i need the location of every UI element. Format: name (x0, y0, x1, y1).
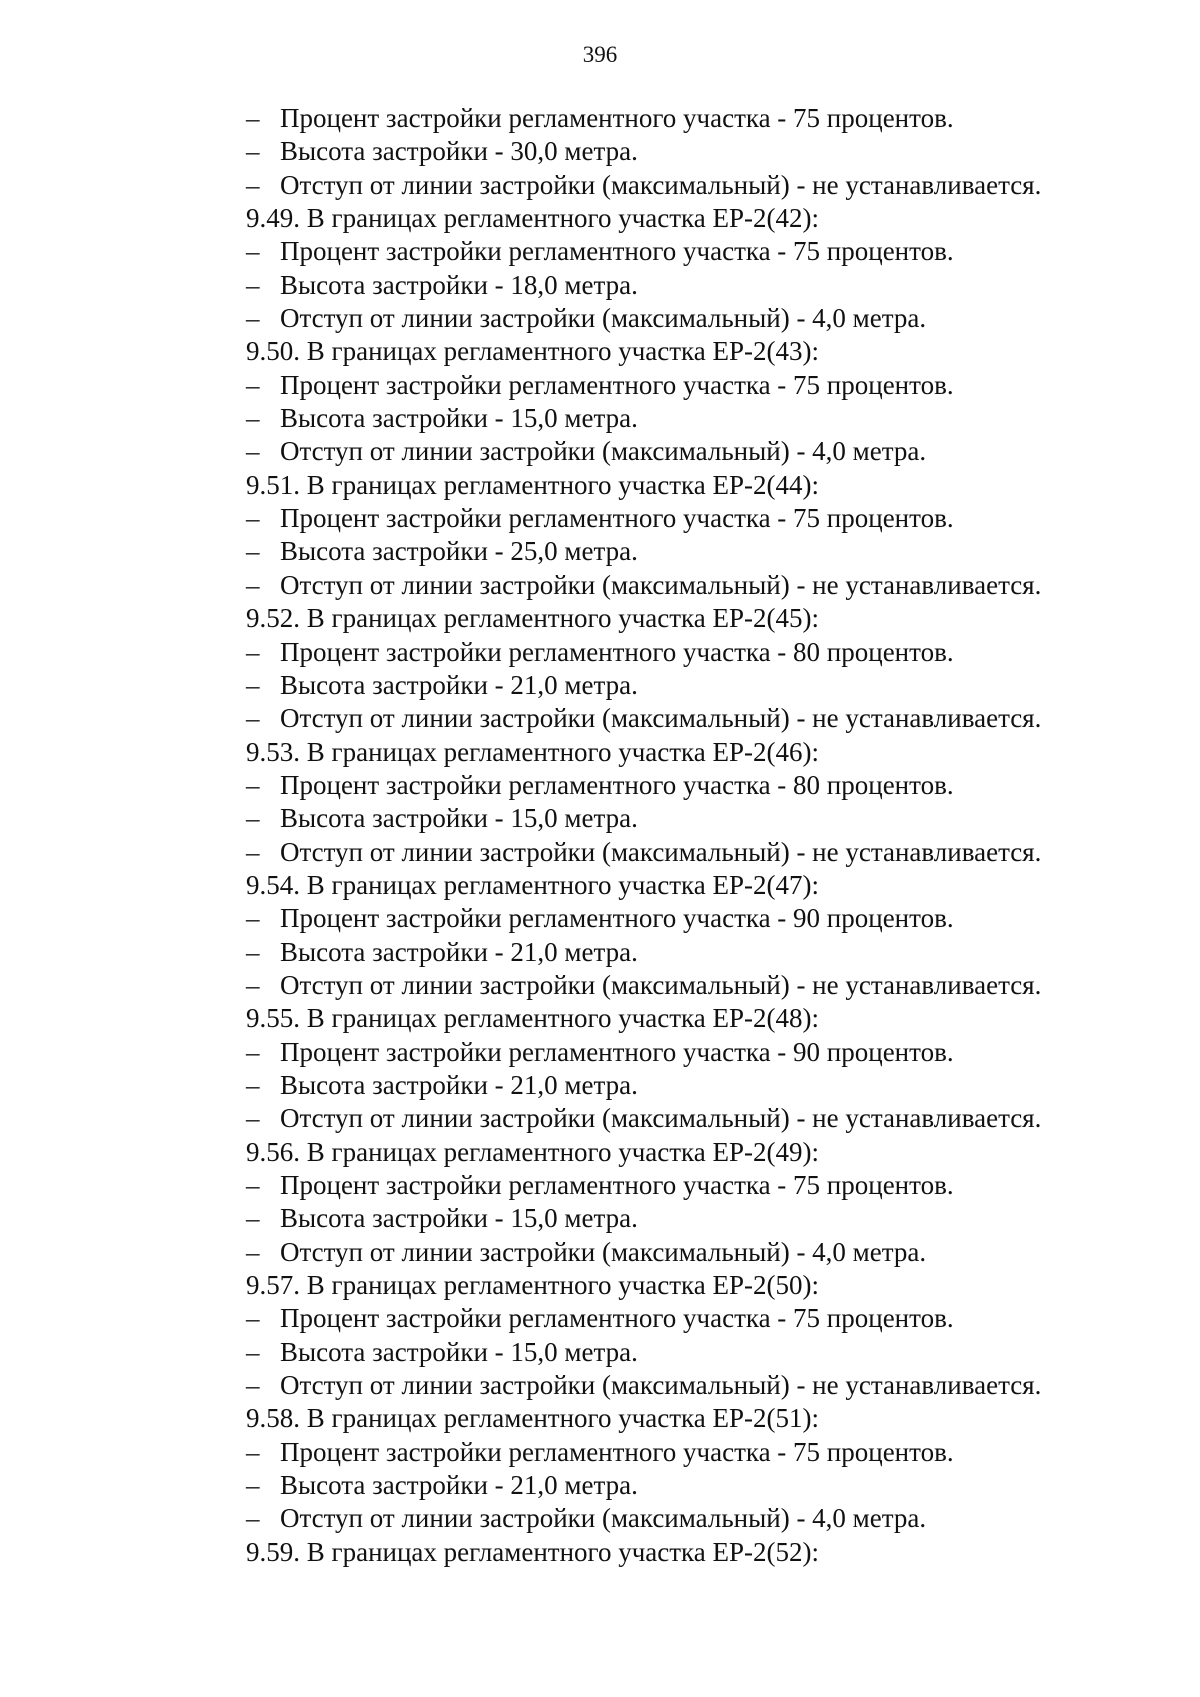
list-dash-marker: – (246, 569, 260, 600)
list-dash-marker: – (246, 636, 260, 667)
list-item-text: Отступ от линии застройки (максимальный) - 4,0 метра. (280, 436, 927, 467)
list-item (246, 1302, 1146, 1335)
list-item (246, 369, 1146, 402)
list-dash-marker: – (246, 1336, 260, 1367)
page-number: 396 (582, 42, 618, 67)
list-item (246, 902, 1146, 935)
list-item (246, 302, 1146, 335)
list-dash-marker: – (246, 1170, 260, 1200)
list-item-text: Процент застройки регламентного участка - 75 процентов. (280, 503, 954, 534)
section-heading (246, 869, 1146, 902)
list-dash-marker: – (246, 836, 260, 867)
list-item (246, 169, 1146, 202)
list-item (246, 535, 1146, 568)
list-item-text: Процент застройки регламентного участка - 90 процентов. (280, 1036, 954, 1067)
list-item (246, 502, 1146, 535)
section-heading (246, 736, 1146, 769)
list-item (246, 435, 1146, 468)
list-item-text: Процент застройки регламентного участка - 75 процентов. (280, 1436, 954, 1467)
list-item-text: Процент застройки регламентного участка - 75 процентов. (280, 1170, 954, 1200)
list-item-text: Процент застройки регламентного участка - 80 процентов. (280, 769, 954, 800)
list-dash-marker: – (246, 1236, 260, 1267)
list-item-text: Отступ от линии застройки (максимальный) - не устанавливается. (280, 1370, 1042, 1401)
section-heading-text: 9.56. В границах регламентного участка ЕР-2(49): (246, 1136, 819, 1167)
list-item-text: Высота застройки - 15,0 метра. (280, 1336, 638, 1367)
list-item (246, 1502, 1146, 1535)
section-heading-text: 9.58. В границах регламентного участка ЕР-2(51): (246, 1403, 819, 1434)
list-dash-marker: – (246, 536, 260, 567)
list-dash-marker: – (246, 436, 260, 467)
list-item-text: Процент застройки регламентного участка - 75 процентов. (280, 1303, 954, 1334)
list-dash-marker: – (246, 803, 260, 834)
list-item (246, 1036, 1146, 1069)
list-item (246, 1369, 1146, 1402)
section-heading (246, 1269, 1146, 1302)
list-item-text: Отступ от линии застройки (максимальный) - 4,0 метра. (280, 1236, 927, 1267)
list-dash-marker: – (246, 669, 260, 700)
section-heading (246, 335, 1146, 368)
section-heading-text: 9.54. В границах регламентного участка ЕР-2(47): (246, 869, 819, 900)
list-item (246, 1169, 1146, 1202)
section-heading-text: 9.57. В границах регламентного участка ЕР-2(50): (246, 1270, 819, 1301)
list-dash-marker: – (246, 1203, 260, 1234)
list-item (246, 769, 1146, 802)
list-dash-marker: – (246, 936, 260, 967)
list-dash-marker: – (246, 136, 260, 167)
list-dash-marker: – (246, 303, 260, 334)
list-item (246, 1436, 1146, 1469)
list-item-text: Процент застройки регламентного участка - 75 процентов. (280, 236, 954, 267)
list-dash-marker: – (246, 1370, 260, 1401)
list-item-text: Отступ от линии застройки (максимальный) - не устанавливается. (280, 703, 1042, 734)
section-heading (246, 1136, 1146, 1169)
list-dash-marker: – (246, 1470, 260, 1501)
list-item-text: Высота застройки - 15,0 метра. (280, 1203, 638, 1234)
list-item-text: Высота застройки - 18,0 метра. (280, 269, 638, 300)
list-dash-marker: – (246, 169, 260, 200)
list-item (246, 669, 1146, 702)
section-heading-text: 9.53. В границах регламентного участка ЕР-2(46): (246, 736, 819, 767)
section-heading-text: 9.49. В границах регламентного участка ЕР-2(42): (246, 203, 819, 234)
list-item-text: Высота застройки - 15,0 метра. (280, 403, 638, 434)
list-dash-marker: – (246, 769, 260, 800)
list-dash-marker: – (246, 1303, 260, 1334)
section-heading-text: 9.55. В границах регламентного участка ЕР-2(48): (246, 1003, 819, 1034)
list-item-text: Высота застройки - 21,0 метра. (280, 1069, 638, 1100)
list-item-text: Высота застройки - 21,0 метра. (280, 669, 638, 700)
section-heading-text: 9.50. В границах регламентного участка ЕР-2(43): (246, 336, 819, 367)
list-item (246, 1069, 1146, 1102)
list-item-text: Отступ от линии застройки (максимальный) - не устанавливается. (280, 836, 1042, 867)
section-heading-text: 9.51. В границах регламентного участка ЕР-2(44): (246, 469, 819, 500)
list-item (246, 636, 1146, 669)
section-heading (246, 1402, 1146, 1435)
list-dash-marker: – (246, 503, 260, 534)
list-dash-marker: – (246, 403, 260, 434)
section-heading (246, 202, 1146, 235)
list-item (246, 135, 1146, 168)
section-heading (246, 1002, 1146, 1035)
list-item-text: Отступ от линии застройки (максимальный) - 4,0 метра. (280, 303, 927, 334)
list-item (246, 1336, 1146, 1369)
list-dash-marker: – (246, 236, 260, 267)
list-item (246, 936, 1146, 969)
list-dash-marker: – (246, 969, 260, 1000)
list-item-text: Процент застройки регламентного участка - 75 процентов. (280, 369, 954, 400)
list-dash-marker: – (246, 1503, 260, 1534)
list-dash-marker: – (246, 1069, 260, 1100)
list-item-text: Отступ от линии застройки (максимальный) - не устанавливается. (280, 969, 1042, 1000)
list-item (246, 1102, 1146, 1135)
list-item-text: Отступ от линии застройки (максимальный) - 4,0 метра. (280, 1503, 927, 1534)
section-heading-text: 9.52. В границах регламентного участка ЕР-2(45): (246, 603, 819, 634)
list-item-text: Процент застройки регламентного участка - 75 процентов. (280, 103, 954, 133)
list-dash-marker: – (246, 369, 260, 400)
list-item (246, 969, 1146, 1002)
section-heading (246, 602, 1146, 635)
list-item-text: Процент застройки регламентного участка - 90 процентов. (280, 903, 954, 934)
list-item-text: Отступ от линии застройки (максимальный) - не устанавливается. (280, 1103, 1042, 1134)
list-item-text: Процент застройки регламентного участка - 80 процентов. (280, 636, 954, 667)
list-dash-marker: – (246, 1103, 260, 1134)
section-heading (246, 469, 1146, 502)
section-heading (246, 1536, 1146, 1569)
list-item (246, 269, 1146, 302)
list-item (246, 402, 1146, 435)
list-dash-marker: – (246, 1436, 260, 1467)
list-item (246, 1469, 1146, 1502)
section-heading-text: 9.59. В границах регламентного участка ЕР-2(52): (246, 1536, 819, 1567)
list-item (246, 1202, 1146, 1235)
list-item (246, 569, 1146, 602)
list-dash-marker: – (246, 269, 260, 300)
list-item (246, 836, 1146, 869)
list-item-text: Высота застройки - 15,0 метра. (280, 803, 638, 834)
list-item (246, 235, 1146, 268)
list-dash-marker: – (246, 903, 260, 934)
list-item-text: Отступ от линии застройки (максимальный) - не устанавливается. (280, 569, 1042, 600)
list-dash-marker: – (246, 1036, 260, 1067)
list-item-text: Отступ от линии застройки (максимальный) - не устанавливается. (280, 169, 1042, 200)
document-body (246, 102, 1146, 1569)
list-item (246, 802, 1146, 835)
list-item (246, 702, 1146, 735)
list-item-text: Высота застройки - 30,0 метра. (280, 136, 638, 167)
list-dash-marker: – (246, 703, 260, 734)
list-item (246, 1236, 1146, 1269)
list-dash-marker: – (246, 103, 260, 133)
list-item (246, 102, 1146, 135)
list-item-text: Высота застройки - 25,0 метра. (280, 536, 638, 567)
list-item-text: Высота застройки - 21,0 метра. (280, 1470, 638, 1501)
list-item-text: Высота застройки - 21,0 метра. (280, 936, 638, 967)
